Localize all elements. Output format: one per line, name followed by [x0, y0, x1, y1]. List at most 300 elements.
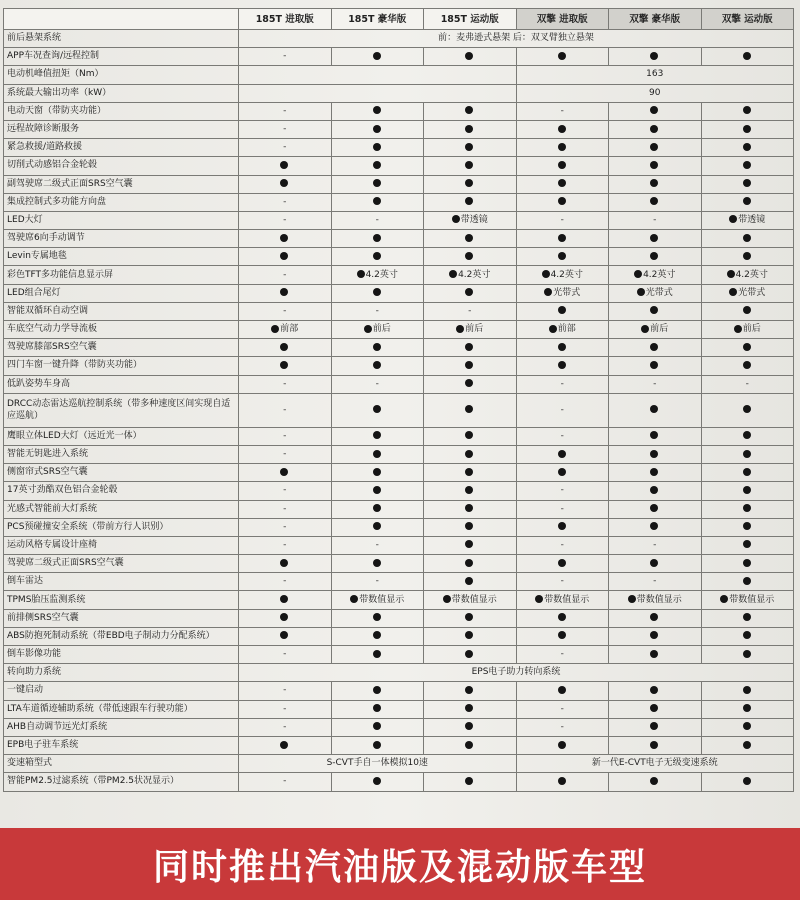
value-cell: [516, 375, 609, 393]
value-cell: [516, 682, 609, 700]
not-available-mark: -: [283, 503, 287, 514]
standard-dot-icon: [373, 143, 381, 151]
standard-dot-icon: [743, 431, 751, 439]
value-cell: [331, 627, 424, 645]
standard-dot-icon: [558, 631, 566, 639]
standard-dot-icon: [465, 106, 473, 114]
table-row: [4, 627, 794, 645]
value-cell: [331, 464, 424, 482]
feature-label: 驾驶席膝部SRS空气囊: [4, 339, 239, 357]
value-cell: [701, 321, 794, 339]
header-cell-hybrid-basic: 双擎 进取版: [516, 9, 609, 30]
standard-dot-icon: [650, 559, 658, 567]
standard-dot-icon: [465, 540, 473, 548]
value-cell: [239, 102, 332, 120]
standard-dot-icon: [650, 179, 658, 187]
value-cell: [516, 573, 609, 591]
merged-value-cell: S-CVT手自一体模拟10速: [239, 755, 517, 773]
value-cell: [424, 427, 517, 445]
value-cell: [516, 175, 609, 193]
value-cell: [239, 591, 332, 609]
value-cell: [609, 591, 702, 609]
value-cell: [701, 482, 794, 500]
value-cell: [701, 700, 794, 718]
cell-note: 带数值显示: [451, 594, 497, 605]
table-row: [4, 48, 794, 66]
standard-dot-icon: [637, 288, 645, 296]
standard-dot-icon: [465, 468, 473, 476]
standard-dot-icon: [280, 179, 288, 187]
feature-label: 17英寸劲酷双色铝合金轮毂: [4, 482, 239, 500]
not-available-mark: -: [745, 378, 749, 389]
standard-dot-icon: [280, 559, 288, 567]
value-cell: [239, 339, 332, 357]
standard-dot-icon: [650, 777, 658, 785]
standard-dot-icon: [743, 450, 751, 458]
value-cell: [331, 718, 424, 736]
value-cell: [424, 555, 517, 573]
value-cell: [516, 266, 609, 284]
table-row: [4, 30, 794, 48]
value-cell: [331, 175, 424, 193]
value-cell: [609, 518, 702, 536]
not-available-mark: -: [560, 404, 564, 415]
standard-dot-icon: [558, 179, 566, 187]
value-cell: [609, 248, 702, 266]
value-cell: [239, 302, 332, 320]
standard-dot-icon: [280, 595, 288, 603]
feature-label: 鹰眼立体LED大灯（远近光一体）: [4, 427, 239, 445]
value-cell: [701, 139, 794, 157]
table-row: [4, 445, 794, 463]
value-cell: [516, 482, 609, 500]
table-row: [4, 464, 794, 482]
table-row: [4, 302, 794, 320]
value-cell: [701, 718, 794, 736]
value-cell: [424, 375, 517, 393]
value-cell: [331, 211, 424, 229]
standard-dot-icon: [650, 306, 658, 314]
value-cell: [701, 736, 794, 754]
standard-dot-icon: [729, 215, 737, 223]
standard-dot-icon: [465, 486, 473, 494]
standard-dot-icon: [373, 106, 381, 114]
standard-dot-icon: [465, 252, 473, 260]
feature-label: LED大灯: [4, 211, 239, 229]
table-row: [4, 84, 794, 102]
standard-dot-icon: [373, 450, 381, 458]
value-cell: [239, 464, 332, 482]
value-cell: [609, 266, 702, 284]
standard-dot-icon: [650, 704, 658, 712]
value-cell: [424, 248, 517, 266]
standard-dot-icon: [734, 325, 742, 333]
value-cell: [701, 500, 794, 518]
feature-label: 转向助力系统: [4, 664, 239, 682]
table-row: [4, 573, 794, 591]
standard-dot-icon: [558, 741, 566, 749]
value-cell: [331, 102, 424, 120]
standard-dot-icon: [373, 234, 381, 242]
header-cell-hybrid-sport: 双擎 运动版: [701, 9, 794, 30]
not-available-mark: -: [560, 430, 564, 441]
feature-label: DRCC动态雷达巡航控制系统（带多种速度区间实现自适应巡航）: [4, 393, 239, 427]
standard-dot-icon: [743, 161, 751, 169]
feature-label: Levin专属地毯: [4, 248, 239, 266]
value-cell: [701, 555, 794, 573]
header-cell-hybrid-luxury: 双擎 豪华版: [609, 9, 702, 30]
standard-dot-icon: [650, 450, 658, 458]
value-cell: [516, 339, 609, 357]
standard-dot-icon: [743, 125, 751, 133]
cell-note: 光带式: [645, 287, 673, 298]
value-cell: [424, 718, 517, 736]
value-cell: [239, 175, 332, 193]
standard-dot-icon: [373, 361, 381, 369]
feature-label: 副驾驶席二级式正面SRS空气囊: [4, 175, 239, 193]
feature-label: ABS防抱死制动系统（带EBD电子制动力分配系统）: [4, 627, 239, 645]
standard-dot-icon: [650, 468, 658, 476]
not-available-mark: -: [283, 51, 287, 62]
value-cell: [516, 157, 609, 175]
standard-dot-icon: [650, 197, 658, 205]
not-available-mark: -: [283, 521, 287, 532]
value-cell: [516, 120, 609, 138]
feature-label: TPMS胎压监测系统: [4, 591, 239, 609]
value-cell: [424, 102, 517, 120]
feature-label: 远程故障诊断服务: [4, 120, 239, 138]
standard-dot-icon: [650, 650, 658, 658]
value-cell: [701, 48, 794, 66]
standard-dot-icon: [743, 106, 751, 114]
value-cell: [516, 500, 609, 518]
value-cell: [239, 682, 332, 700]
value-cell: [331, 682, 424, 700]
table-row: [4, 230, 794, 248]
standard-dot-icon: [558, 161, 566, 169]
standard-dot-icon: [743, 522, 751, 530]
table-row: [4, 718, 794, 736]
value-cell: [331, 193, 424, 211]
standard-dot-icon: [650, 686, 658, 694]
value-cell: [424, 700, 517, 718]
standard-dot-icon: [743, 577, 751, 585]
caption-text: 同时推出汽油版及混动版车型: [152, 846, 647, 888]
value-cell: [239, 248, 332, 266]
table-row: [4, 755, 794, 773]
value-cell: [701, 211, 794, 229]
standard-dot-icon: [465, 522, 473, 530]
standard-dot-icon: [465, 686, 473, 694]
value-cell: [701, 357, 794, 375]
table-row: [4, 773, 794, 791]
value-cell: [701, 193, 794, 211]
standard-dot-icon: [373, 52, 381, 60]
feature-label: LTA车道循迹辅助系统（带低速跟车行驶功能）: [4, 700, 239, 718]
value-cell: [609, 120, 702, 138]
standard-dot-icon: [558, 125, 566, 133]
value-cell: [424, 646, 517, 664]
value-cell: [331, 445, 424, 463]
standard-dot-icon: [373, 161, 381, 169]
value-cell: [701, 518, 794, 536]
value-cell: [701, 591, 794, 609]
value-cell: [331, 139, 424, 157]
standard-dot-icon: [465, 179, 473, 187]
standard-dot-icon: [558, 686, 566, 694]
value-cell: [424, 230, 517, 248]
table-row: [4, 266, 794, 284]
spec-table: [3, 8, 794, 792]
standard-dot-icon: [558, 143, 566, 151]
value-cell: [701, 175, 794, 193]
value-cell: [609, 230, 702, 248]
cell-note: 带数值显示: [544, 594, 590, 605]
value-cell: [239, 609, 332, 627]
value-cell: [609, 482, 702, 500]
value-cell: [239, 427, 332, 445]
value-cell: [239, 393, 332, 427]
value-cell: [331, 302, 424, 320]
feature-label: 系统最大输出功率（kW）: [4, 84, 239, 102]
table-row: [4, 591, 794, 609]
table-row: [4, 393, 794, 427]
standard-dot-icon: [558, 361, 566, 369]
feature-label: APP车况查询/远程控制: [4, 48, 239, 66]
standard-dot-icon: [373, 179, 381, 187]
standard-dot-icon: [465, 234, 473, 242]
standard-dot-icon: [465, 631, 473, 639]
not-available-mark: -: [560, 576, 564, 587]
standard-dot-icon: [650, 143, 658, 151]
feature-label: 智能双循环自动空调: [4, 302, 239, 320]
header-cell-185t-sport: 185T 运动版: [424, 9, 517, 30]
standard-dot-icon: [650, 431, 658, 439]
cell-note: 带数值显示: [636, 594, 682, 605]
value-cell: [331, 284, 424, 302]
not-available-mark: -: [653, 539, 657, 550]
value-cell: [609, 718, 702, 736]
not-available-mark: -: [283, 305, 287, 316]
value-cell: [516, 536, 609, 554]
not-available-mark: -: [375, 576, 379, 587]
standard-dot-icon: [373, 631, 381, 639]
feature-label: 侧窗帘式SRS空气囊: [4, 464, 239, 482]
standard-dot-icon: [542, 270, 550, 278]
value-cell: [609, 339, 702, 357]
value-cell: [424, 591, 517, 609]
table-row: [4, 700, 794, 718]
value-cell: [701, 646, 794, 664]
cell-note: 前部: [280, 324, 299, 335]
not-available-mark: -: [653, 214, 657, 225]
cell-note: 4.2英寸: [458, 269, 491, 280]
standard-dot-icon: [373, 613, 381, 621]
cell-note: 光带式: [553, 287, 581, 298]
value-cell: [609, 211, 702, 229]
header-cell-feature: [4, 9, 239, 30]
value-cell: [516, 464, 609, 482]
standard-dot-icon: [743, 52, 751, 60]
value-cell: [609, 773, 702, 791]
value-cell: [239, 555, 332, 573]
value-cell: [701, 445, 794, 463]
value-cell: [701, 266, 794, 284]
value-cell: [239, 211, 332, 229]
standard-dot-icon: [743, 540, 751, 548]
value-cell: [516, 393, 609, 427]
standard-dot-icon: [743, 468, 751, 476]
value-cell: [424, 682, 517, 700]
standard-dot-icon: [558, 306, 566, 314]
table-row: [4, 357, 794, 375]
value-cell: [331, 339, 424, 357]
cell-note: 4.2英寸: [550, 269, 583, 280]
value-cell: [424, 573, 517, 591]
feature-label: 一键启动: [4, 682, 239, 700]
standard-dot-icon: [743, 722, 751, 730]
value-cell: [239, 718, 332, 736]
feature-label: 前排侧SRS空气囊: [4, 609, 239, 627]
standard-dot-icon: [650, 631, 658, 639]
feature-label: 紧急救援/道路救援: [4, 139, 239, 157]
value-cell: [516, 230, 609, 248]
not-available-mark: -: [653, 576, 657, 587]
standard-dot-icon: [650, 106, 658, 114]
standard-dot-icon: [280, 361, 288, 369]
value-cell: [331, 375, 424, 393]
standard-dot-icon: [280, 234, 288, 242]
cell-note: 前后: [742, 324, 761, 335]
value-cell: [239, 627, 332, 645]
not-available-mark: -: [560, 378, 564, 389]
not-available-mark: -: [283, 539, 287, 550]
standard-dot-icon: [650, 613, 658, 621]
merged-value-cell: 前：麦弗逊式悬架 后：双叉臂独立悬架: [239, 30, 794, 48]
standard-dot-icon: [280, 161, 288, 169]
not-available-mark: -: [283, 124, 287, 135]
not-available-mark: -: [283, 576, 287, 587]
value-cell: [701, 464, 794, 482]
feature-label: 驾驶席6向手动调节: [4, 230, 239, 248]
value-cell: [239, 321, 332, 339]
value-cell: [239, 139, 332, 157]
standard-dot-icon: [650, 722, 658, 730]
feature-label: 驾驶席二级式正面SRS空气囊: [4, 555, 239, 573]
standard-dot-icon: [280, 252, 288, 260]
feature-label: 车底空气动力学导流板: [4, 321, 239, 339]
standard-dot-icon: [743, 343, 751, 351]
value-cell: [331, 536, 424, 554]
table-row: [4, 102, 794, 120]
value-cell: [516, 518, 609, 536]
standard-dot-icon: [628, 595, 636, 603]
standard-dot-icon: [650, 252, 658, 260]
merged-value-cell: 新一代E-CVT电子无级变速系统: [516, 755, 794, 773]
value-cell: [331, 609, 424, 627]
standard-dot-icon: [280, 468, 288, 476]
standard-dot-icon: [743, 559, 751, 567]
value-cell: [701, 248, 794, 266]
table-row: [4, 157, 794, 175]
table-row: [4, 518, 794, 536]
standard-dot-icon: [743, 650, 751, 658]
standard-dot-icon: [465, 613, 473, 621]
value-cell: [701, 427, 794, 445]
standard-dot-icon: [650, 522, 658, 530]
value-cell: [239, 357, 332, 375]
standard-dot-icon: [650, 361, 658, 369]
standard-dot-icon: [558, 343, 566, 351]
value-cell: [609, 464, 702, 482]
standard-dot-icon: [465, 52, 473, 60]
value-cell: [331, 248, 424, 266]
standard-dot-icon: [373, 504, 381, 512]
standard-dot-icon: [650, 343, 658, 351]
value-cell: [609, 375, 702, 393]
standard-dot-icon: [650, 486, 658, 494]
standard-dot-icon: [465, 288, 473, 296]
value-cell: [609, 357, 702, 375]
standard-dot-icon: [650, 161, 658, 169]
value-cell: [609, 48, 702, 66]
value-cell: [516, 102, 609, 120]
standard-dot-icon: [743, 504, 751, 512]
cell-note: 前后: [465, 324, 484, 335]
standard-dot-icon: [465, 504, 473, 512]
table-row: [4, 555, 794, 573]
standard-dot-icon: [280, 343, 288, 351]
not-available-mark: -: [283, 378, 287, 389]
value-cell: [516, 357, 609, 375]
value-cell: [701, 773, 794, 791]
value-cell: [701, 393, 794, 427]
value-cell: [701, 284, 794, 302]
merged-value-cell: 90: [516, 84, 794, 102]
standard-dot-icon: [743, 704, 751, 712]
not-available-mark: -: [283, 404, 287, 415]
value-cell: [424, 48, 517, 66]
value-cell: [609, 102, 702, 120]
value-cell: [701, 339, 794, 357]
standard-dot-icon: [743, 777, 751, 785]
value-cell: [331, 700, 424, 718]
table-row: [4, 339, 794, 357]
standard-dot-icon: [456, 325, 464, 333]
standard-dot-icon: [743, 234, 751, 242]
value-cell: [701, 573, 794, 591]
standard-dot-icon: [743, 143, 751, 151]
standard-dot-icon: [465, 777, 473, 785]
value-cell: [424, 773, 517, 791]
table-row: [4, 193, 794, 211]
feature-label: 彩色TFT多功能信息显示屏: [4, 266, 239, 284]
value-cell: [609, 736, 702, 754]
standard-dot-icon: [465, 741, 473, 749]
value-cell: [516, 700, 609, 718]
feature-label: LED组合尾灯: [4, 284, 239, 302]
header-row: [4, 9, 794, 30]
standard-dot-icon: [373, 522, 381, 530]
feature-label: 变速箱型式: [4, 755, 239, 773]
standard-dot-icon: [634, 270, 642, 278]
standard-dot-icon: [544, 288, 552, 296]
cell-note: 4.2英寸: [643, 269, 676, 280]
standard-dot-icon: [373, 468, 381, 476]
cell-note: 带透镜: [460, 214, 488, 225]
standard-dot-icon: [743, 306, 751, 314]
standard-dot-icon: [465, 361, 473, 369]
